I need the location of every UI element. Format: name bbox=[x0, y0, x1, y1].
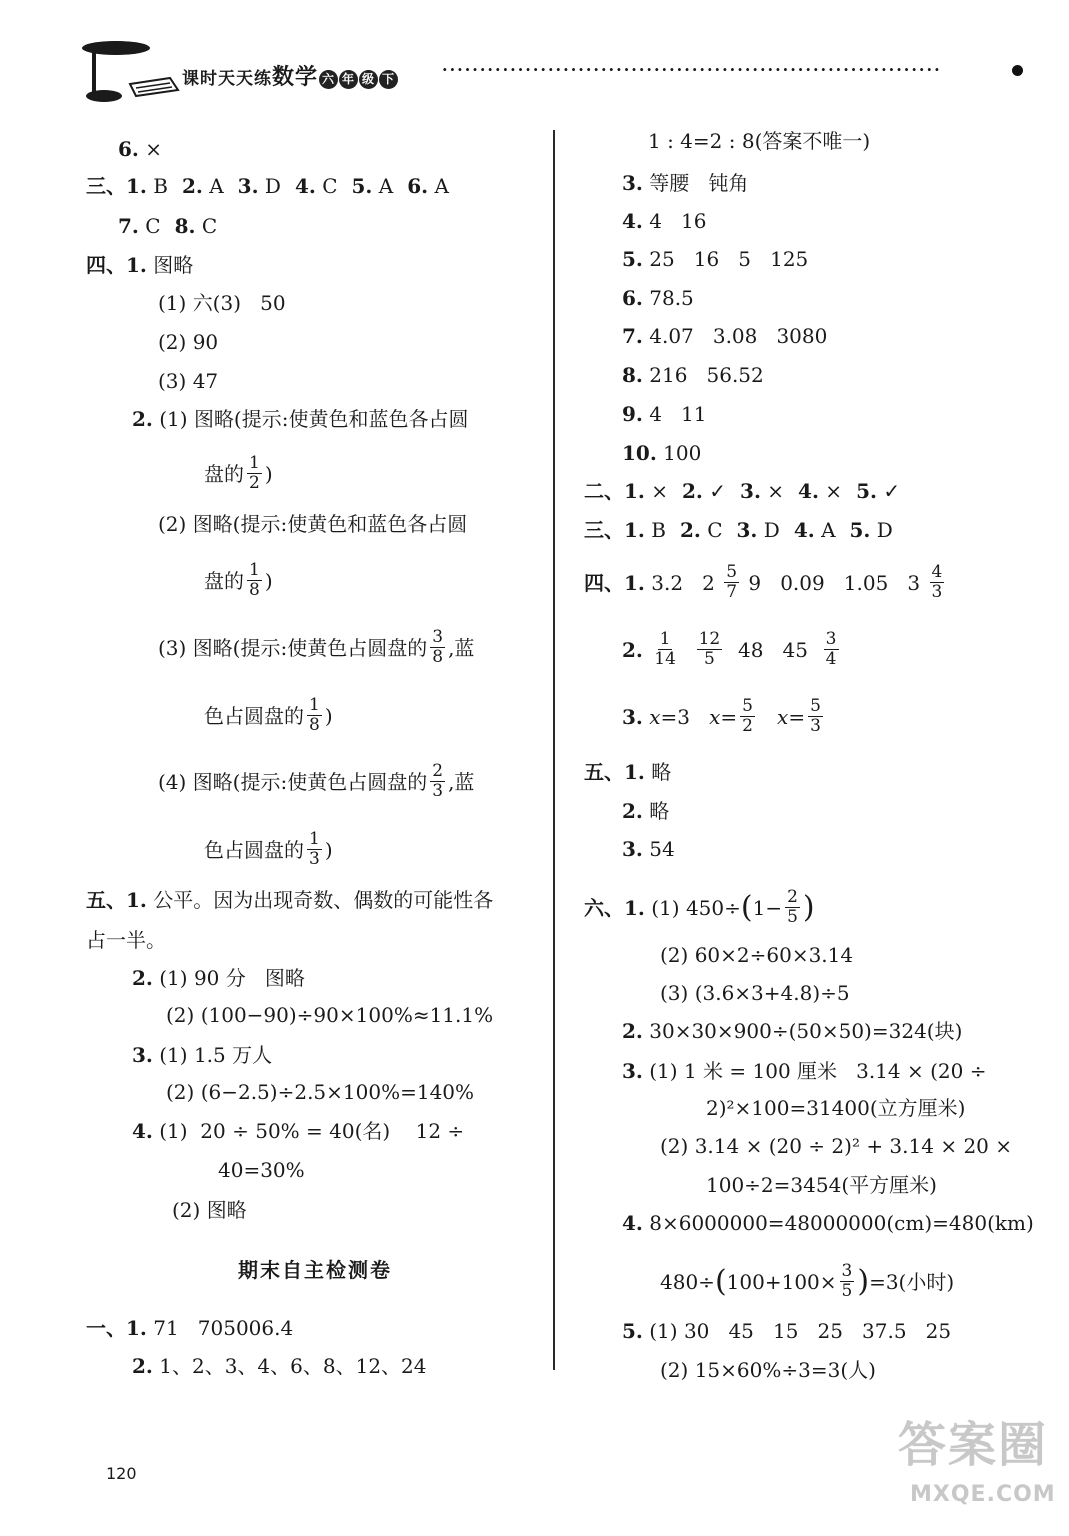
header-title-prefix: 课时天天练 bbox=[182, 69, 272, 89]
answer-text: = bbox=[788, 704, 806, 729]
variable: x bbox=[709, 704, 721, 729]
numerator: 5 bbox=[742, 696, 753, 716]
answer-text: C bbox=[201, 214, 218, 238]
item-number: 4. bbox=[132, 1119, 153, 1143]
item-number: 2. bbox=[181, 174, 203, 198]
answer-text: 9 0.09 1.05 3 bbox=[748, 570, 921, 595]
answer-line bbox=[622, 1318, 951, 1344]
answer-text: ) bbox=[324, 703, 333, 728]
answer-text: 等腰 钝角 bbox=[649, 171, 749, 195]
item-number: 2. bbox=[622, 1019, 643, 1043]
fraction bbox=[307, 830, 322, 869]
answer-text: 图略 bbox=[153, 253, 194, 277]
answer-text: 略 bbox=[649, 799, 670, 823]
answer-line bbox=[86, 887, 493, 913]
answer-line bbox=[648, 128, 870, 154]
header-dot-leader: ·································································· bbox=[442, 60, 942, 79]
fraction bbox=[740, 697, 755, 736]
item-number: 4. bbox=[622, 209, 643, 233]
answer-text: 4.07 3.08 3080 bbox=[649, 324, 828, 348]
item-number: 4. bbox=[798, 479, 819, 503]
answer-text: (3) 图略(提示:使黄色占圆盘的 bbox=[158, 635, 428, 660]
answer-text: (3) (3.6×3+4.8)÷5 bbox=[660, 981, 850, 1005]
answer-line bbox=[158, 762, 474, 801]
answer-line bbox=[204, 454, 273, 493]
answer-line bbox=[660, 1133, 1012, 1159]
answer-line bbox=[86, 173, 449, 199]
answer-text: A bbox=[378, 174, 394, 198]
answer-text: (2) (100−90)÷90×100%≈11.1% bbox=[166, 1003, 494, 1027]
item-number: 7. bbox=[622, 324, 643, 348]
grade-badge: 下 bbox=[379, 70, 398, 89]
answer-text: 25 16 5 125 bbox=[649, 247, 809, 271]
answer-text: 78.5 bbox=[649, 286, 694, 310]
answer-line bbox=[584, 888, 815, 927]
answer-text: 盘的 bbox=[204, 568, 244, 593]
answer-line bbox=[622, 440, 701, 466]
answer-text: ,蓝 bbox=[448, 635, 475, 660]
answer-text: (2) (6−2.5)÷2.5×100%=140% bbox=[166, 1080, 475, 1104]
answer-text: 1− bbox=[752, 895, 783, 920]
answer-line bbox=[86, 252, 193, 278]
answer-text: 100 bbox=[663, 441, 702, 465]
page-header bbox=[70, 38, 1030, 108]
lamp-book-logo bbox=[70, 38, 180, 106]
answer-line bbox=[218, 1157, 305, 1183]
answer-text: 3.2 2 bbox=[651, 570, 715, 595]
item-number: 5. bbox=[622, 1319, 643, 1343]
denominator: 3 bbox=[309, 849, 320, 869]
answer-text: (1) 1.5 万人 bbox=[159, 1043, 273, 1067]
answer-line bbox=[622, 208, 707, 234]
item-number: 3. bbox=[736, 518, 758, 542]
answer-line bbox=[660, 1262, 954, 1301]
answer-text: (1) 90 分 图略 bbox=[159, 966, 305, 990]
answer-text: 8×6000000=48000000(cm)=480(km) bbox=[649, 1211, 1034, 1235]
numerator: 4 bbox=[931, 562, 943, 582]
item-number: 3. bbox=[132, 1043, 153, 1067]
numerator: 5 bbox=[726, 562, 738, 582]
item-number: 1. bbox=[624, 760, 645, 784]
answer-line bbox=[158, 329, 218, 355]
section-number: 四、 bbox=[86, 253, 126, 277]
answer-text: B bbox=[651, 518, 666, 542]
right-paren: ) bbox=[802, 889, 815, 925]
section-number: 一、 bbox=[86, 1316, 126, 1340]
answer-line bbox=[86, 927, 166, 953]
fraction bbox=[430, 628, 445, 667]
answer-text: ) bbox=[264, 568, 273, 593]
denominator: 5 bbox=[704, 649, 715, 669]
denominator: 8 bbox=[432, 647, 444, 667]
item-number: 2. bbox=[682, 479, 703, 503]
answer-line bbox=[158, 628, 474, 667]
answer-line bbox=[172, 1197, 247, 1223]
grade-badge: 年 bbox=[339, 70, 358, 89]
item-number: 5. bbox=[622, 247, 643, 271]
item-number: 2. bbox=[622, 637, 643, 662]
answer-text: ) bbox=[264, 461, 273, 486]
answer-text: (1) 450÷ bbox=[651, 895, 741, 920]
numerator: 2 bbox=[787, 887, 798, 907]
column-divider bbox=[553, 130, 555, 1370]
grade-badge: 级 bbox=[359, 70, 378, 89]
answer-line bbox=[204, 830, 333, 869]
denominator: 5 bbox=[841, 1281, 853, 1301]
header-title bbox=[182, 60, 398, 91]
fraction bbox=[930, 563, 945, 602]
item-number: 1. bbox=[624, 479, 645, 503]
answer-text: 1 : 4=2 : 8(答案不唯一) bbox=[648, 129, 871, 153]
answer-text: ) bbox=[324, 837, 333, 862]
denominator: 2 bbox=[742, 716, 753, 736]
item-number: 3. bbox=[622, 1059, 643, 1083]
denominator: 2 bbox=[249, 473, 260, 493]
answer-text: 216 56.52 bbox=[649, 363, 764, 387]
denominator: 5 bbox=[787, 907, 798, 927]
item-number: 2. bbox=[622, 799, 643, 823]
denominator: 3 bbox=[810, 716, 821, 736]
variable: x bbox=[777, 704, 789, 729]
answer-text: D bbox=[876, 518, 893, 542]
answer-line bbox=[118, 213, 217, 239]
answer-line bbox=[584, 759, 671, 785]
answer-line bbox=[622, 1058, 986, 1084]
answer-text: (4) 图略(提示:使黄色占圆盘的 bbox=[158, 769, 428, 794]
right-paren: ) bbox=[857, 1263, 870, 1299]
answer-line bbox=[622, 323, 827, 349]
answer-text: ✓ bbox=[883, 479, 901, 503]
denominator: 14 bbox=[654, 649, 676, 669]
section-number: 三、 bbox=[86, 174, 126, 198]
fraction bbox=[808, 697, 823, 736]
item-number: 9. bbox=[622, 402, 643, 426]
answer-text: × bbox=[651, 479, 669, 503]
fraction bbox=[247, 561, 262, 600]
answer-text: (1) 图略(提示:使黄色和蓝色各占圆 bbox=[159, 407, 469, 431]
left-paren: ( bbox=[714, 1263, 727, 1299]
answer-text: 1、2、3、4、6、8、12、24 bbox=[159, 1354, 427, 1378]
item-number: 1. bbox=[126, 1316, 147, 1340]
answer-line bbox=[622, 246, 808, 272]
numerator: 3 bbox=[825, 629, 837, 649]
fraction bbox=[430, 762, 445, 801]
answer-line bbox=[622, 1210, 1034, 1236]
item-number: 2. bbox=[132, 966, 153, 990]
answer-text: D bbox=[763, 518, 780, 542]
answer-line bbox=[660, 980, 850, 1006]
left-paren: ( bbox=[740, 889, 753, 925]
section-number: 五、 bbox=[584, 760, 624, 784]
answer-text: 公平。因为出现奇数、偶数的可能性各 bbox=[153, 888, 494, 912]
item-number: 7. bbox=[118, 214, 139, 238]
item-number: 1. bbox=[624, 570, 645, 595]
fraction bbox=[652, 630, 678, 669]
answer-text: (2) 图略(提示:使黄色和蓝色各占圆 bbox=[158, 512, 468, 536]
answer-text: =3 bbox=[660, 704, 691, 729]
numerator: 1 bbox=[659, 629, 671, 649]
answer-text: 略 bbox=[651, 760, 672, 784]
answer-text: 100+100× bbox=[726, 1269, 837, 1294]
answer-text: 54 bbox=[649, 837, 675, 861]
item-number: 6. bbox=[407, 174, 429, 198]
answer-text: ✓ bbox=[709, 479, 727, 503]
answer-text: (2) 15×60%÷3=3(人) bbox=[660, 1358, 876, 1382]
answer-line bbox=[132, 1118, 464, 1144]
variable: x bbox=[649, 704, 661, 729]
answer-text: 2)²×100=31400(立方厘米) bbox=[706, 1096, 966, 1120]
answer-text: (1) 六(3) 50 bbox=[158, 291, 286, 315]
answer-line bbox=[584, 517, 893, 543]
answer-line bbox=[622, 798, 669, 824]
answer-line bbox=[158, 290, 286, 316]
answer-text: 4 11 bbox=[649, 402, 707, 426]
numerator: 1 bbox=[249, 560, 260, 580]
answer-text: 100÷2=3454(平方厘米) bbox=[706, 1173, 937, 1197]
answer-text: 480÷ bbox=[660, 1269, 715, 1294]
answer-line bbox=[118, 136, 162, 162]
numerator: 3 bbox=[841, 1261, 853, 1281]
item-number: 1. bbox=[126, 888, 147, 912]
header-end-dot bbox=[1012, 65, 1023, 76]
answer-line bbox=[132, 1042, 272, 1068]
answer-text: C bbox=[707, 518, 723, 542]
answer-text: B bbox=[153, 174, 168, 198]
answer-text: 48 45 bbox=[737, 637, 808, 662]
answer-line bbox=[158, 368, 218, 394]
answer-line bbox=[622, 170, 748, 196]
answer-text: A bbox=[434, 174, 449, 198]
item-number: 3. bbox=[622, 837, 643, 861]
answer-line bbox=[622, 362, 764, 388]
answer-line bbox=[132, 965, 305, 991]
answer-text: (3) 47 bbox=[158, 369, 219, 393]
section-number: 六、 bbox=[584, 895, 624, 920]
item-number: 5. bbox=[856, 479, 877, 503]
denominator: 3 bbox=[432, 781, 444, 801]
answer-line bbox=[622, 401, 707, 427]
numerator: 2 bbox=[432, 761, 444, 781]
answer-line bbox=[584, 563, 947, 602]
answer-text: =3(小时) bbox=[869, 1269, 955, 1294]
answer-text: 4 16 bbox=[649, 209, 707, 233]
answer-line bbox=[166, 1002, 493, 1028]
item-number: 4. bbox=[294, 174, 316, 198]
item-number: 6. bbox=[118, 137, 139, 161]
answer-text: C bbox=[145, 214, 161, 238]
answer-text: 色占圆盘的 bbox=[204, 703, 304, 728]
item-number: 3. bbox=[622, 171, 643, 195]
item-number: 4. bbox=[793, 518, 815, 542]
answer-line bbox=[158, 511, 467, 537]
answer-text: (2) 90 bbox=[158, 330, 219, 354]
answer-line bbox=[706, 1095, 965, 1121]
answer-line bbox=[584, 478, 900, 504]
answer-text: = bbox=[720, 704, 738, 729]
answer-line bbox=[622, 697, 826, 736]
numerator: 1 bbox=[249, 453, 260, 473]
item-number: 5. bbox=[351, 174, 373, 198]
answer-text: 71 705006.4 bbox=[153, 1316, 294, 1340]
answer-text: A bbox=[209, 174, 224, 198]
answer-text: 盘的 bbox=[204, 461, 244, 486]
answer-line bbox=[660, 942, 853, 968]
denominator: 7 bbox=[726, 582, 738, 602]
item-number: 3. bbox=[237, 174, 259, 198]
item-number: 1. bbox=[624, 518, 645, 542]
answer-text: (1) 20 ÷ 50% = 40(名) 12 ÷ bbox=[159, 1119, 465, 1143]
section-number: 三、 bbox=[584, 518, 624, 542]
answer-text: × bbox=[825, 479, 843, 503]
answer-text: C bbox=[322, 174, 338, 198]
denominator: 8 bbox=[309, 715, 320, 735]
answer-text: × bbox=[767, 479, 785, 503]
answer-line bbox=[706, 1172, 937, 1198]
watermark-logo bbox=[898, 1406, 1064, 1526]
answer-line bbox=[204, 696, 333, 735]
answer-line bbox=[622, 630, 842, 669]
fraction bbox=[785, 888, 800, 927]
denominator: 8 bbox=[249, 580, 260, 600]
header-title-subject: 数学 bbox=[272, 65, 319, 90]
section-number: 四、 bbox=[584, 570, 624, 595]
grade-badge: 六 bbox=[319, 70, 338, 89]
item-number: 2. bbox=[132, 407, 153, 431]
item-number: 8. bbox=[622, 363, 643, 387]
answer-line bbox=[204, 561, 273, 600]
item-number: 1. bbox=[624, 895, 645, 920]
answer-text: 40=30% bbox=[218, 1158, 305, 1182]
answer-text: (2) 3.14 × (20 ÷ 2)² + 3.14 × 20 × bbox=[660, 1134, 1013, 1158]
answer-text: 色占圆盘的 bbox=[204, 837, 304, 862]
numerator: 12 bbox=[698, 629, 721, 649]
answer-line bbox=[660, 1357, 876, 1383]
item-number: 2. bbox=[679, 518, 701, 542]
fraction bbox=[247, 454, 262, 493]
answer-line bbox=[622, 285, 694, 311]
answer-text: 占一半。 bbox=[86, 928, 166, 952]
answer-text: (2) 60×2÷60×3.14 bbox=[660, 943, 854, 967]
answer-text: (1) 30 45 15 25 37.5 25 bbox=[649, 1319, 952, 1343]
section-number: 二、 bbox=[584, 479, 624, 503]
answer-text: ,蓝 bbox=[448, 769, 475, 794]
item-number: 4. bbox=[622, 1211, 643, 1235]
answer-text: (2) 图略 bbox=[172, 1198, 247, 1222]
answer-text: × bbox=[145, 137, 163, 161]
denominator: 4 bbox=[825, 649, 837, 669]
numerator: 3 bbox=[432, 627, 444, 647]
answer-line bbox=[132, 406, 468, 432]
numerator: 5 bbox=[810, 696, 821, 716]
item-number: 2. bbox=[132, 1354, 153, 1378]
denominator: 3 bbox=[931, 582, 943, 602]
item-number: 3. bbox=[740, 479, 761, 503]
answer-line bbox=[622, 836, 675, 862]
answer-text: 30×30×900÷(50×50)=324(块) bbox=[649, 1019, 963, 1043]
page-number: 120 bbox=[106, 1464, 137, 1483]
item-number: 1. bbox=[126, 174, 147, 198]
item-number: 1. bbox=[126, 253, 147, 277]
fraction bbox=[840, 1262, 855, 1301]
watermark-url: MXQE.COM bbox=[910, 1482, 1056, 1507]
answer-line bbox=[86, 1315, 293, 1341]
answer-text: (1) 1 米 = 100 厘米 3.14 × (20 ÷ bbox=[649, 1059, 987, 1083]
fraction bbox=[824, 630, 839, 669]
answer-text: A bbox=[821, 518, 836, 542]
fraction bbox=[697, 630, 723, 669]
watermark-text: 答案圈 bbox=[898, 1417, 1049, 1473]
section-title: 期末自主检测卷 bbox=[238, 1258, 392, 1282]
answer-line bbox=[132, 1353, 427, 1379]
fraction bbox=[307, 696, 322, 735]
answer-line bbox=[166, 1079, 474, 1105]
fraction bbox=[724, 563, 739, 602]
answer-text: D bbox=[264, 174, 281, 198]
item-number: 8. bbox=[174, 214, 196, 238]
section-number: 五、 bbox=[86, 888, 126, 912]
item-number: 5. bbox=[849, 518, 871, 542]
answer-line bbox=[622, 1018, 962, 1044]
numerator: 1 bbox=[309, 829, 320, 849]
item-number: 3. bbox=[622, 704, 643, 729]
numerator: 1 bbox=[309, 695, 320, 715]
item-number: 10. bbox=[622, 441, 657, 465]
item-number: 6. bbox=[622, 286, 643, 310]
